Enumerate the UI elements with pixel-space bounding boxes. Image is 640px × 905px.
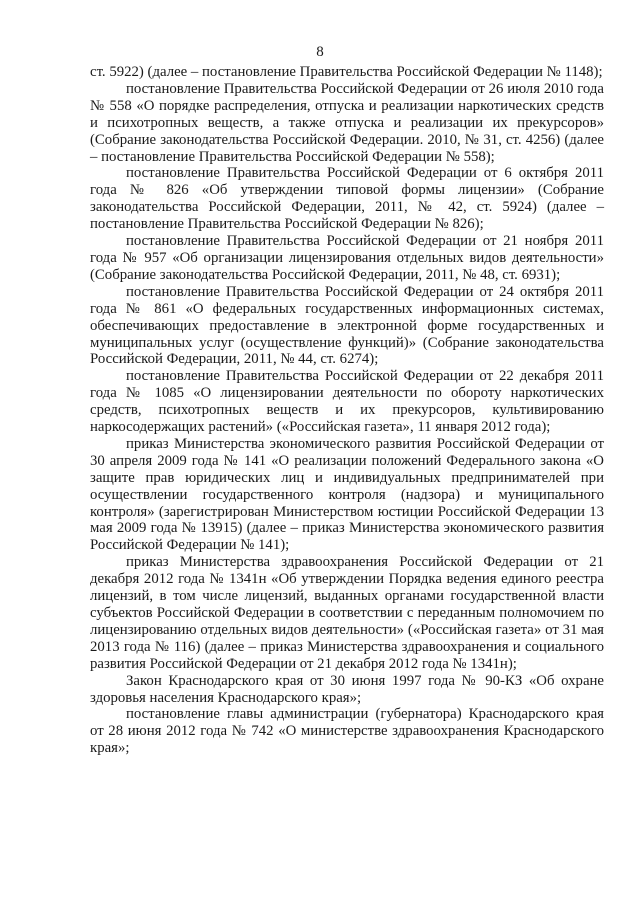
paragraph-continuation-1148: ст. 5922) (далее – постановление Правительства Российской Федерации № 1148); [90, 64, 603, 80]
document-body [90, 64, 604, 757]
paragraph-resolution-861: постановление Правительства Российской Федерации от 24 октября 2011 года № 861 «О федеральных государственных информационных системах, обеспечивающих предоставление в электронной форме государственных и муниципальных услуг (осуществление функций)» (Собрание законодательства Российской Федерации, 2011, № 44, ст. 6274); [90, 283, 604, 368]
paragraph-resolution-1085: постановление Правительства Российской Федерации от 22 декабря 2011 года № 1085 «О лицензировании деятельности по обороту наркотических средств, психотропных веществ и их прекурсоров, культивированию наркосодержащих растений» («Российская газета», 11 января 2012 года); [90, 368, 604, 436]
paragraph-resolution-558: постановление Правительства Российской Федерации от 26 июля 2010 года № 558 «О порядке распределения, отпуска и реализации наркотических средств и психотропных веществ, а также отпуска и реализации их прекурсоров» (Собрание законодательства Российской Федерации. 2010, № 31, ст. 4256) (далее – постановление Правительства Российской Федерации № 558); [90, 80, 604, 165]
paragraph-resolution-742: постановление главы администрации (губернатора) Краснодарского края от 28 июня 2012 года № 742 «О министерстве здравоохранения Краснодарского края»; [90, 706, 604, 757]
page-number: 8 [316, 44, 324, 60]
paragraph-order-1341n: приказ Министерства здравоохранения Российской Федерации от 21 декабря 2012 года № 1341н «Об утверждении Порядка ведения единого реестра лицензий, в том числе лицензий, выданных органами государственной власти субъектов Российской Федерации в соответствии с переданным полномочием по лицензированию отдельных видов деятельности» («Российская газета» от 31 мая 2013 года № 116) (далее – приказ Министерства здравоохранения и социального развития Российской Федерации от 21 декабря 2012 года № 1341н); [90, 554, 604, 672]
paragraph-resolution-826: постановление Правительства Российской Федерации от 6 октября 2011 года № 826 «Об утверждении типовой формы лицензии» (Собрание законодательства Российской Федерации, 2011, № 42, ст. 5924) (далее – постановление Правительства Российской Федерации № 826); [90, 165, 604, 233]
paragraph-law-90-kz: Закон Краснодарского края от 30 июня 1997 года № 90-КЗ «Об охране здоровья населения Краснодарского края»; [90, 672, 604, 706]
paragraph-order-141: приказ Министерства экономического развития Российской Федерации от 30 апреля 2009 года № 141 «О реализации положений Федерального закона «О защите прав юридических лиц и индивидуальных предпринимателей при осуществлении государственного контроля (надзора) и муниципального контроля» (зарегистрирован Министерством юстиции Российской Федерации 13 мая 2009 года № 13915) (далее – приказ Министерства экономического развития Российской Федерации № 141); [90, 435, 604, 554]
paragraph-resolution-957: постановление Правительства Российской Федерации от 21 ноября 2011 года № 957 «Об организации лицензирования отдельных видов деятельности» (Собрание законодательства Российской Федерации, 2011, № 48, ст. 6931); [90, 233, 604, 283]
